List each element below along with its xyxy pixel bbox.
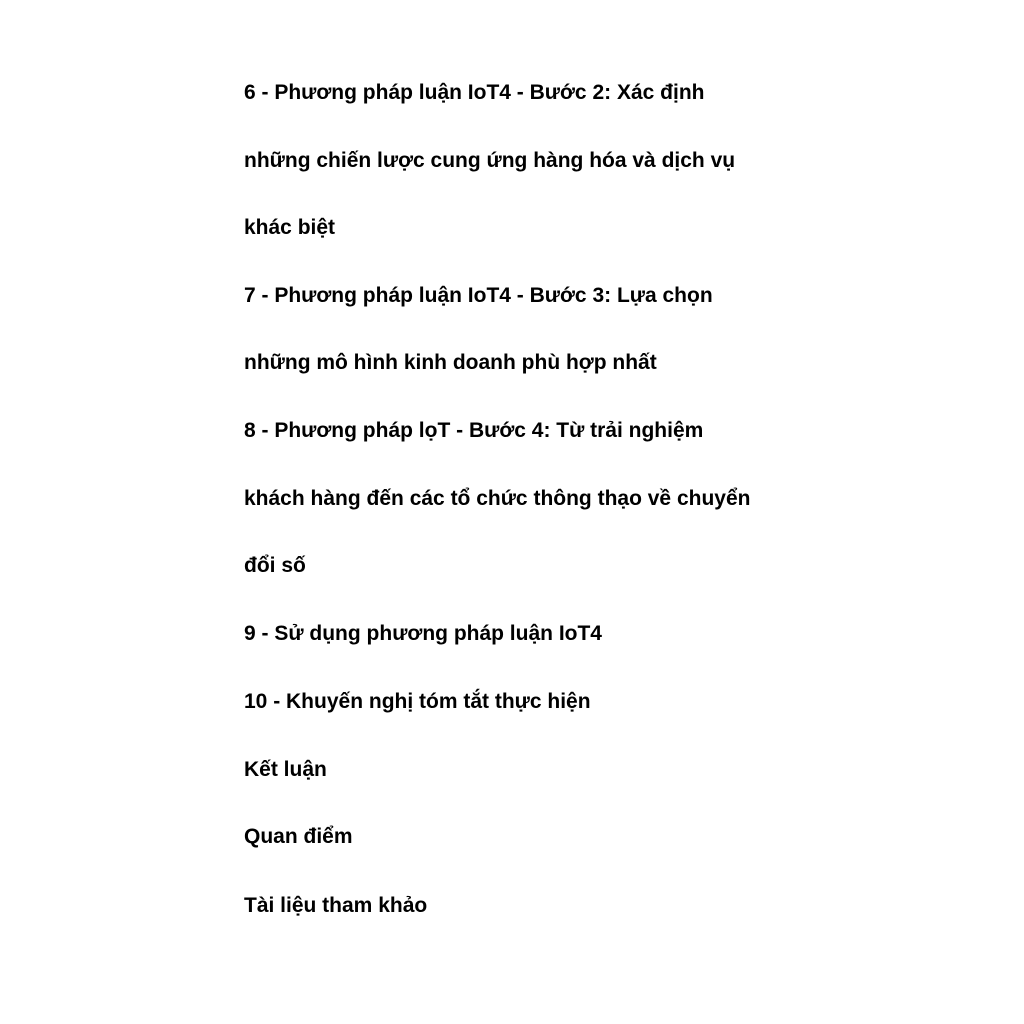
toc-line-conclusion: Kết luận (244, 758, 327, 781)
toc-line-chapter-6: 6 - Phương pháp luận IoT4 - Bước 2: Xác định (244, 81, 705, 104)
toc-line-chapter-6-cont: những chiến lược cung ứng hàng hóa và dịch vụ (244, 149, 736, 172)
toc-line-chapter-7-cont: những mô hình kinh doanh phù hợp nhất (244, 351, 657, 374)
toc-line-chapter-7: 7 - Phương pháp luận IoT4 - Bước 3: Lựa chọn (244, 284, 713, 307)
toc-line-references: Tài liệu tham khảo (244, 894, 428, 917)
toc-line-perspective: Quan điểm (244, 825, 353, 848)
toc-line-chapter-8-cont: đổi số (244, 554, 306, 577)
toc-line-chapter-9: 9 - Sử dụng phương pháp luận IoT4 (244, 622, 602, 645)
toc-line-chapter-6-cont: khác biệt (244, 216, 336, 239)
toc-line-chapter-8-cont: khách hàng đến các tổ chức thông thạo về chuyển (244, 487, 751, 510)
toc-line-chapter-8: 8 - Phương pháp lọT - Bước 4: Từ trải nghiệm (244, 419, 704, 442)
toc-line-chapter-10: 10 - Khuyến nghị tóm tắt thực hiện (244, 690, 591, 713)
